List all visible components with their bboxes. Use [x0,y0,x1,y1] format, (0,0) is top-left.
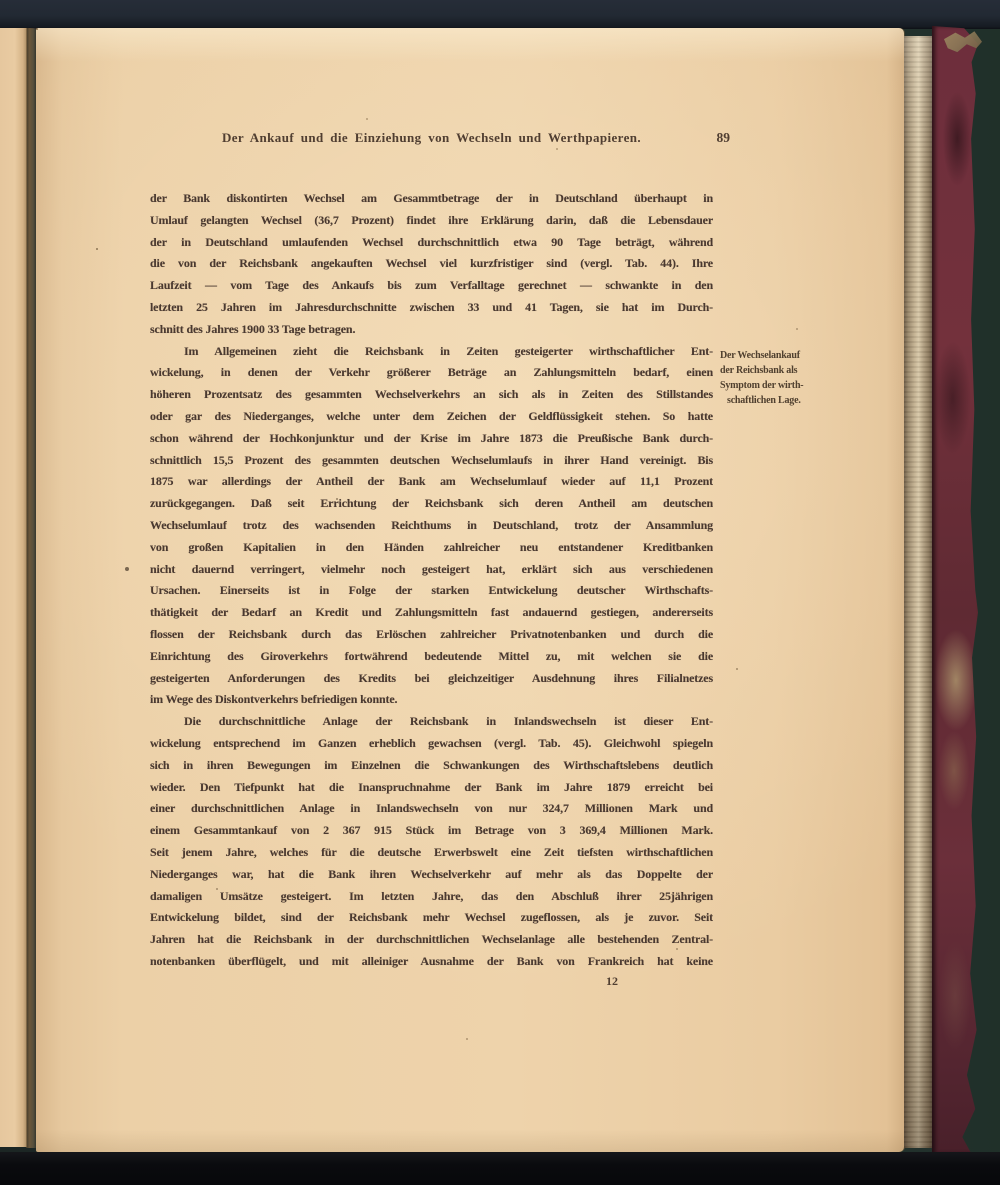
text-line: einer durchschnittlichen Anlage in Inlandswechseln von nur 324,7 Millionen Mark und [150,801,713,816]
text-line: notenbanken überflügelt, und mit alleiniger Ausnahme der Bank von Frankreich hat keine [150,953,713,968]
text-line: höheren Prozentsatz des gesammten Wechselverkehrs an sich als in Zeiten des Stillstandes [150,387,713,402]
text-line: Jahren hat die Reichsbank in der durchschnittlichen Wechselanlage alle bestehenden Zentral- [150,932,713,947]
paragraph [150,341,713,712]
book-page [36,28,904,1152]
text-line: sich in ihren Bewegungen im Einzelnen die Schwankungen des Wirthschaftslebens deutlich [150,757,713,772]
margin-note-line: der Reichsbank als [720,365,798,376]
paper-specks [36,28,38,30]
text-line: der in Deutschland umlaufenden Wechsel durchschnittlich etwa 90 Tage beträgt, während [150,234,713,249]
text-line: 1875 war allerdings der Antheil der Bank am Wechselumlauf wieder auf 11,1 Prozent [150,474,713,489]
background-top-strip [0,0,1000,29]
paragraph [150,188,713,341]
paragraph [150,711,713,973]
text-line: Die durchschnittliche Anlage der Reichsbank in Inlandswechseln ist dieser Ent- [184,714,713,729]
page-number: 89 [716,130,730,145]
previous-page-edge [0,28,27,1147]
margin-note-line: schaftlichen Lage. [727,395,801,406]
text-line: letzten 25 Jahren im Jahresdurchschnitte zwischen 33 und 41 Tagen, sie hat im Durch- [150,299,713,314]
text-line: schnitt des Jahres 1900 33 Tage betragen. [150,321,356,336]
running-head: Der Ankauf und die Einziehung von Wechseln und Werthpapieren. [221,130,642,145]
text-line: damaligen Umsätze gesteigert. Im letzten Jahre, das den Abschluß ihrer 25jährigen [150,888,713,903]
book-fore-edge [904,36,935,1148]
text-line: schnittlich 15,5 Prozent des gesammten deutschen Wechselumlaufs in ihrer Hand vereinigt. Bis [150,452,713,467]
text-line: Entwickelung bildet, sind der Reichsbank mehr Wechsel zugeflossen, als je zuvor. Seit [150,910,713,925]
text-line: zurückgegangen. Daß seit Errichtung der Reichsbank sich deren Antheil am deutschen [150,496,713,511]
margin-note [720,348,812,408]
text-line: einem Gesammtankauf von 2 367 915 Stück im Betrage von 3 369,4 Millionen Mark. [150,823,713,838]
text-line: nicht dauernd verringert, vielmehr noch gesteigert hat, erklärt sich aus verschiedenen [150,561,713,576]
book-cover-edge [932,26,978,1154]
text-line: wieder. Den Tiefpunkt hat die Inanspruchnahme der Bank im Jahre 1879 erreicht bei [150,779,713,794]
text-line: Niederganges war, hat die Bank ihren Wechselverkehr auf mehr als das Doppelte der [150,866,713,881]
text-line: Wechselumlauf trotz des wachsenden Reichthums in Deutschland, trotz der Ansammlung [150,517,713,532]
text-line: Im Allgemeinen zieht die Reichsbank in Zeiten gesteigerter wirthschaftlicher Ent- [184,343,713,358]
text-line: Umlauf gelangten Wechsel (36,7 Prozent) findet ihre Erklärung darin, daß die Lebensdauer [150,212,713,227]
text-line: thätigkeit der Bedarf an Kredit und Zahlungsmitteln fast andauernd gestiegen, andererseits [150,605,713,620]
signature-mark: 12 [606,974,618,988]
text-line: von großen Kapitalien in den Händen zahlreicher neu entstandener Kreditbanken [150,539,713,554]
text-line: Einrichtung des Giroverkehrs fortwährend bedeutende Mittel zu, mit welchen sie die [150,648,713,663]
text-line: Seit jenem Jahre, welches für die deutsche Erwerbswelt eine Zeit tiefsten wirthschaftlichen [150,844,713,859]
text-line: Laufzeit — vom Tage des Ankaufs bis zum Verfalltage gerechnet — schwankte in den [150,278,713,293]
text-line: wickelung entsprechend im Ganzen erheblich gewachsen (vergl. Tab. 45). Gleichwohl spiegeln [150,735,713,750]
text-line: der Bank diskontirten Wechsel am Gesammtbetrage der in Deutschland überhaupt in [150,191,713,205]
background-bottom-strip [0,1152,1000,1185]
text-line: gesteigerten Anforderungen des Kredits bei gleichzeitiger Ausdehnung ihres Filialnetzes [150,670,713,685]
text-line: wickelung, in denen der Verkehr größerer Beträge an Zahlungsmitteln bedarf, einen [150,365,713,380]
text-line: oder gar des Niederganges, welche unter dem Zeichen der Geldflüssigkeit stehen. So hatte [150,408,713,423]
text-line: schon während der Hochkonjunktur und der Krise im Jahre 1873 die Preußische Bank durch- [150,430,713,445]
body-text [150,188,713,973]
text-line: die von der Reichsbank angekauften Wechsel viel kurzfristiger sind (vergl. Tab. 44). Ihre [150,256,713,271]
text-line: Ursachen. Einerseits ist in Folge der starken Entwickelung deutscher Wirthschafts- [150,583,713,598]
margin-note-line: Symptom der wirth- [720,380,804,391]
text-line: im Wege des Diskontverkehrs befriedigen konnte. [150,692,398,707]
text-line: flossen der Reichsbank durch das Erlöschen zahlreicher Privatnotenbanken und durch die [150,626,713,641]
margin-note-line: Der Wechselankauf [720,350,800,361]
